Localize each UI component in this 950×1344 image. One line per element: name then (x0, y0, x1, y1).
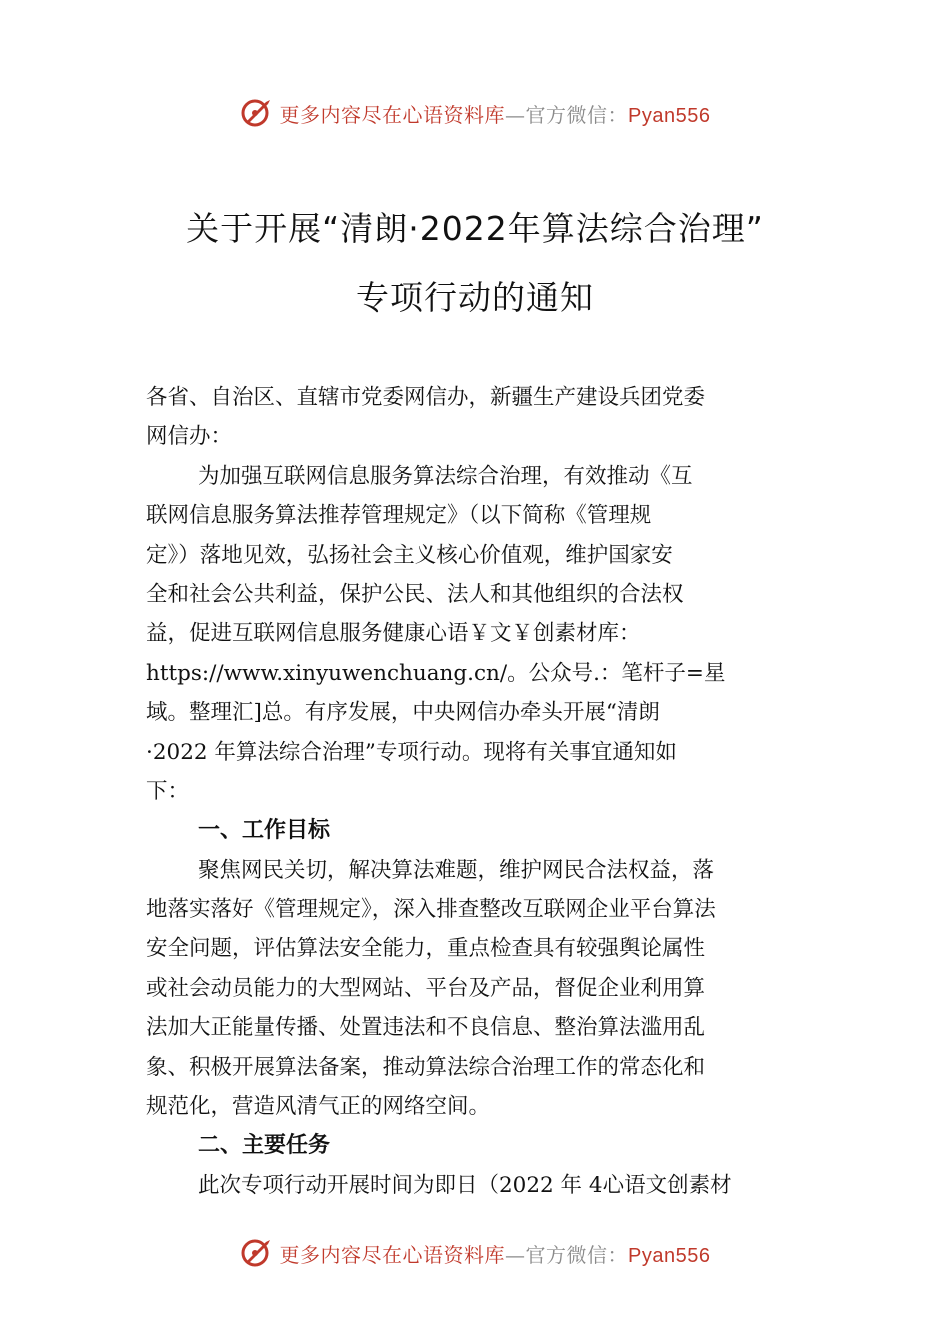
text-line: 联网信息服务算法推荐管理规定》（以下简称《管理规 (146, 503, 652, 529)
page-title-line1: 关于开展“清朗·2022年算法综合治理” (186, 209, 764, 248)
watermark-banner-bottom (0, 1236, 950, 1270)
paragraph-1-line (146, 614, 806, 653)
watermark-wechat-id: Pyan556 (628, 1244, 711, 1267)
watermark-text (280, 1239, 711, 1268)
paragraph-2-line (146, 929, 806, 968)
text-line: 域。整理汇]总。有序发展，中央网信办牵头开展“清朗 (146, 700, 660, 726)
text-line: 各省、自治区、直辖市党委网信办，新疆生产建设兵团党委 (146, 385, 706, 410)
paragraph-2-line (146, 1008, 806, 1047)
section-heading-2 (146, 1126, 806, 1165)
paragraph-1-line (146, 733, 806, 772)
watermark-red-text: 更多内容尽在心语资料库 (279, 1242, 506, 1267)
text-line: 网信办： (146, 424, 233, 450)
page-title-line2: 专项行动的通知 (356, 278, 594, 317)
watermark-wechat-id: Pyan556 (628, 104, 711, 127)
text-line: 全和社会公共利益，保护公民、法人和其他组织的合法权 (146, 581, 684, 607)
heading-text: 二、主要任务 (198, 1133, 331, 1159)
watermark-text (280, 99, 711, 128)
paragraph-2-line (146, 851, 806, 890)
text-line: https://www.xinyuwenchuang.cn/。公众号.：笔杆子=星 (146, 660, 726, 686)
watermark-gray-text: —官方微信： (505, 1242, 629, 1267)
text-line: 安全问题，评估算法安全能力，重点检查具有较强舆论属性 (146, 936, 706, 962)
paragraph-1-line (146, 693, 806, 732)
text-line: 象、积极开展算法备案，推动算法综合治理工作的常态化和 (146, 1054, 706, 1080)
paragraph-1-line (146, 772, 806, 811)
document-body (146, 378, 806, 1205)
paragraph-2-line (146, 1048, 806, 1087)
paragraph-1-line (146, 536, 806, 575)
quill-logo-icon (240, 1236, 274, 1270)
watermark-banner-top (0, 96, 950, 130)
text-line: 规范化，营造风清气正的网络空间。 (146, 1094, 491, 1120)
text-line: 聚焦网民关切，解决算法难题，维护网民合法权益，落 (198, 857, 715, 883)
text-line: 此次专项行动开展时间为即日（2022 年 4心语文创素材 (198, 1172, 732, 1198)
text-line: 或社会动员能力的大型网站、平台及产品，督促企业利用算 (146, 975, 706, 1001)
salutation-line-1 (146, 378, 806, 417)
heading-text: 一、工作目标 (198, 818, 331, 844)
paragraph-1-line (146, 654, 806, 693)
watermark-red-text: 更多内容尽在心语资料库 (279, 102, 506, 127)
quill-logo-icon (240, 96, 274, 130)
paragraph-2-line (146, 969, 806, 1008)
text-line: ·2022 年算法综合治理”专项行动。现将有关事宜通知如 (146, 739, 677, 765)
salutation-line-2 (146, 417, 806, 456)
text-line: 益，促进互联网信息服务健康心语￥文￥创素材库： (146, 621, 641, 647)
text-line: 法加大正能量传播、处置违法和不良信息、整治算法滥用乱 (146, 1015, 706, 1041)
paragraph-2-line (146, 1087, 806, 1126)
section-heading-1 (146, 811, 806, 850)
paragraph-1-line (146, 496, 806, 535)
paragraph-2-line (146, 890, 806, 929)
text-line: 为加强互联网信息服务算法综合治理，有效推动《互 (198, 463, 693, 489)
paragraph-1-line (146, 575, 806, 614)
text-line: 地落实落好《管理规定》，深入排查整改互联网企业平台算法 (146, 897, 716, 923)
paragraph-1-line (146, 457, 806, 496)
watermark-gray-text: —官方微信： (505, 102, 629, 127)
paragraph-3-line (146, 1166, 806, 1205)
text-line: 下： (146, 778, 190, 804)
text-line: 定》）落地见效，弘扬社会主义核心价值观，维护国家安 (146, 542, 673, 568)
